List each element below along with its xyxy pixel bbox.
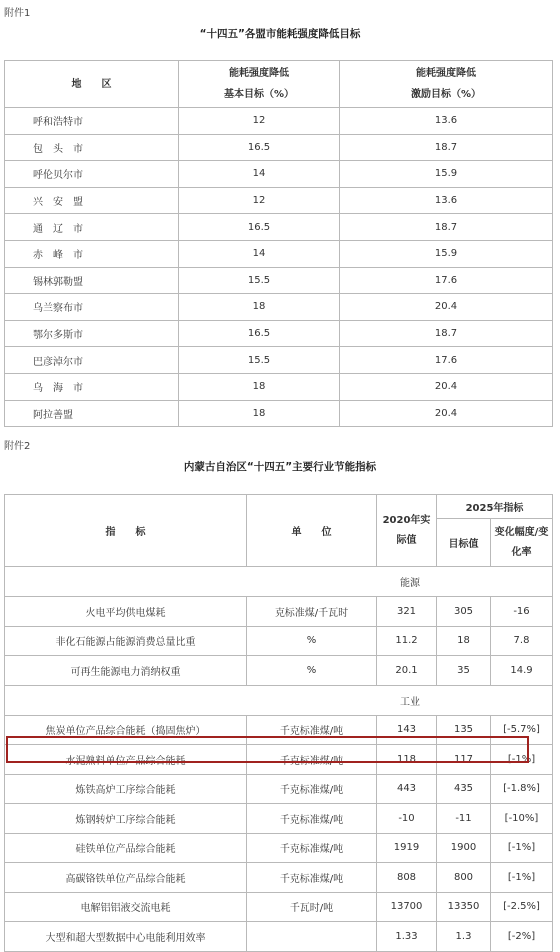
- unit-cell: 千克标准煤/吨: [247, 863, 377, 893]
- indicator-cell: 炼钢转炉工序综合能耗: [5, 804, 247, 834]
- basic-target-cell: 18: [179, 400, 340, 427]
- section-label: 工业: [5, 685, 553, 715]
- table-row: [5, 294, 553, 321]
- section-row: [5, 685, 553, 715]
- basic-target-cell: 15.5: [179, 347, 340, 374]
- target-value-cell: 1900: [437, 833, 491, 863]
- region-target-table: [4, 60, 553, 427]
- target-value-cell: -11: [437, 804, 491, 834]
- region-cell: 鄂尔多斯市: [5, 320, 179, 347]
- table-row: [5, 863, 553, 893]
- header-change: [491, 519, 553, 567]
- header-2020-line1: 2020年实: [382, 514, 431, 526]
- value-2020-cell: 1919: [377, 833, 437, 863]
- industry-indicator-table: [4, 494, 553, 952]
- incentive-target-cell: 18.7: [340, 214, 553, 241]
- region-cell: 赤 峰 市: [5, 240, 179, 267]
- region-cell: 阿拉善盟: [5, 400, 179, 427]
- change-cell: [-1%]: [491, 863, 553, 893]
- header-basic-line2: 基本目标（%）: [223, 89, 295, 100]
- change-cell: [-1.8%]: [491, 774, 553, 804]
- table-row: [5, 134, 553, 161]
- annex2-label: 附件2: [4, 441, 31, 452]
- value-2020-cell: 11.2: [377, 626, 437, 656]
- indicator-cell: 可再生能源电力消纳权重: [5, 656, 247, 686]
- header-incentive-line1: 能耗强度降低: [416, 68, 476, 79]
- header-2020-line2: 际值: [396, 534, 417, 546]
- table-row: [5, 187, 553, 214]
- target-value-cell: 13350: [437, 892, 491, 922]
- incentive-target-cell: 17.6: [340, 347, 553, 374]
- header-incentive-line2: 激励目标（%）: [410, 89, 482, 100]
- incentive-target-cell: 20.4: [340, 294, 553, 321]
- basic-target-cell: 12: [179, 187, 340, 214]
- target-value-cell: 135: [437, 715, 491, 745]
- unit-cell: 千瓦时/吨: [247, 892, 377, 922]
- basic-target-cell: 18: [179, 373, 340, 400]
- indicator-cell: 水泥熟料单位产品综合能耗: [5, 745, 247, 775]
- region-cell: 锡林郭勒盟: [5, 267, 179, 294]
- region-cell: 通 辽 市: [5, 214, 179, 241]
- region-cell: 乌兰察布市: [5, 294, 179, 321]
- change-cell: 7.8: [491, 626, 553, 656]
- region-cell: 包 头 市: [5, 134, 179, 161]
- table-row: [5, 892, 553, 922]
- incentive-target-cell: 17.6: [340, 267, 553, 294]
- table-row: [5, 833, 553, 863]
- header-target-value: 目标值: [437, 519, 491, 567]
- indicator-cell: 炼铁高炉工序综合能耗: [5, 774, 247, 804]
- region-cell: 呼伦贝尔市: [5, 161, 179, 188]
- unit-cell: 千克标准煤/吨: [247, 804, 377, 834]
- table-row: [5, 774, 553, 804]
- change-cell: [-2%]: [491, 922, 553, 952]
- indicator-cell: 电解铝铝液交流电耗: [5, 892, 247, 922]
- table-row: [5, 804, 553, 834]
- change-cell: [-1%]: [491, 745, 553, 775]
- target-value-cell: 117: [437, 745, 491, 775]
- table-row: [5, 161, 553, 188]
- header-change-line1: 变化幅度/变: [494, 526, 549, 538]
- table-row: [5, 214, 553, 241]
- region-cell: 兴 安 盟: [5, 187, 179, 214]
- change-cell: [-5.7%]: [491, 715, 553, 745]
- header-incentive-target: [340, 61, 553, 108]
- incentive-target-cell: 20.4: [340, 400, 553, 427]
- indicator-cell: 焦炭单位产品综合能耗（捣固焦炉）: [5, 715, 247, 745]
- incentive-target-cell: 18.7: [340, 134, 553, 161]
- region-cell: 呼和浩特市: [5, 108, 179, 135]
- unit-cell: 千克标准煤/吨: [247, 774, 377, 804]
- header-unit: 单 位: [247, 495, 377, 567]
- basic-target-cell: 18: [179, 294, 340, 321]
- table-row: [5, 626, 553, 656]
- table-row: [5, 373, 553, 400]
- region-cell: 巴彦淖尔市: [5, 347, 179, 374]
- incentive-target-cell: 15.9: [340, 161, 553, 188]
- target-value-cell: 305: [437, 597, 491, 627]
- basic-target-cell: 16.5: [179, 320, 340, 347]
- change-cell: -16: [491, 597, 553, 627]
- annex1-title: “十四五”各盟市能耗强度降低目标: [199, 28, 361, 40]
- indicator-cell: 火电平均供电煤耗: [5, 597, 247, 627]
- change-cell: [-1%]: [491, 833, 553, 863]
- change-cell: [-10%]: [491, 804, 553, 834]
- table-row: [5, 267, 553, 294]
- change-cell: [-2.5%]: [491, 892, 553, 922]
- incentive-target-cell: 15.9: [340, 240, 553, 267]
- section-row: [5, 567, 553, 597]
- value-2020-cell: 1.33: [377, 922, 437, 952]
- unit-cell: %: [247, 656, 377, 686]
- value-2020-cell: 118: [377, 745, 437, 775]
- incentive-target-cell: 13.6: [340, 108, 553, 135]
- basic-target-cell: 15.5: [179, 267, 340, 294]
- basic-target-cell: 16.5: [179, 134, 340, 161]
- table-row: [5, 347, 553, 374]
- header-change-line2: 化率: [511, 546, 532, 558]
- change-cell: 14.9: [491, 656, 553, 686]
- annex2-title: 内蒙古自治区“十四五”主要行业节能指标: [183, 461, 377, 473]
- value-2020-cell: 808: [377, 863, 437, 893]
- basic-target-cell: 14: [179, 240, 340, 267]
- table-row: [5, 240, 553, 267]
- basic-target-cell: 12: [179, 108, 340, 135]
- target-value-cell: 435: [437, 774, 491, 804]
- value-2020-cell: 321: [377, 597, 437, 627]
- table-row: [5, 597, 553, 627]
- value-2020-cell: 13700: [377, 892, 437, 922]
- header-2020-value: [377, 495, 437, 567]
- target-value-cell: 1.3: [437, 922, 491, 952]
- indicator-cell: 大型和超大型数据中心电能利用效率: [5, 922, 247, 952]
- header-basic-target: [179, 61, 340, 108]
- annex1-label: 附件1: [4, 8, 31, 19]
- header-2025-target: 2025年指标: [437, 495, 553, 519]
- header-basic-line1: 能耗强度降低: [229, 68, 289, 79]
- target-value-cell: 18: [437, 626, 491, 656]
- indicator-cell: 高碳铬铁单位产品综合能耗: [5, 863, 247, 893]
- unit-cell: 千克标准煤/吨: [247, 833, 377, 863]
- target-value-cell: 800: [437, 863, 491, 893]
- table-row: [5, 400, 553, 427]
- header-indicator: 指 标: [5, 495, 247, 567]
- table-header-row: [5, 61, 553, 108]
- unit-cell: 克标准煤/千瓦时: [247, 597, 377, 627]
- incentive-target-cell: 18.7: [340, 320, 553, 347]
- unit-cell: %: [247, 626, 377, 656]
- incentive-target-cell: 20.4: [340, 373, 553, 400]
- table-row: [5, 656, 553, 686]
- unit-cell: [247, 922, 377, 952]
- indicator-cell: 硅铁单位产品综合能耗: [5, 833, 247, 863]
- indicator-cell: 非化石能源占能源消费总量比重: [5, 626, 247, 656]
- header-region: 地 区: [5, 61, 179, 108]
- incentive-target-cell: 13.6: [340, 187, 553, 214]
- region-cell: 乌 海 市: [5, 373, 179, 400]
- table-header-row: [5, 495, 553, 519]
- highlight-box: [6, 736, 529, 763]
- target-value-cell: 35: [437, 656, 491, 686]
- value-2020-cell: -10: [377, 804, 437, 834]
- table-row: [5, 108, 553, 135]
- section-label: 能源: [5, 567, 553, 597]
- table-row: [5, 320, 553, 347]
- table-row: [5, 922, 553, 952]
- basic-target-cell: 16.5: [179, 214, 340, 241]
- value-2020-cell: 443: [377, 774, 437, 804]
- unit-cell: 千克标准煤/吨: [247, 715, 377, 745]
- value-2020-cell: 20.1: [377, 656, 437, 686]
- unit-cell: 千克标准煤/吨: [247, 745, 377, 775]
- value-2020-cell: 143: [377, 715, 437, 745]
- basic-target-cell: 14: [179, 161, 340, 188]
